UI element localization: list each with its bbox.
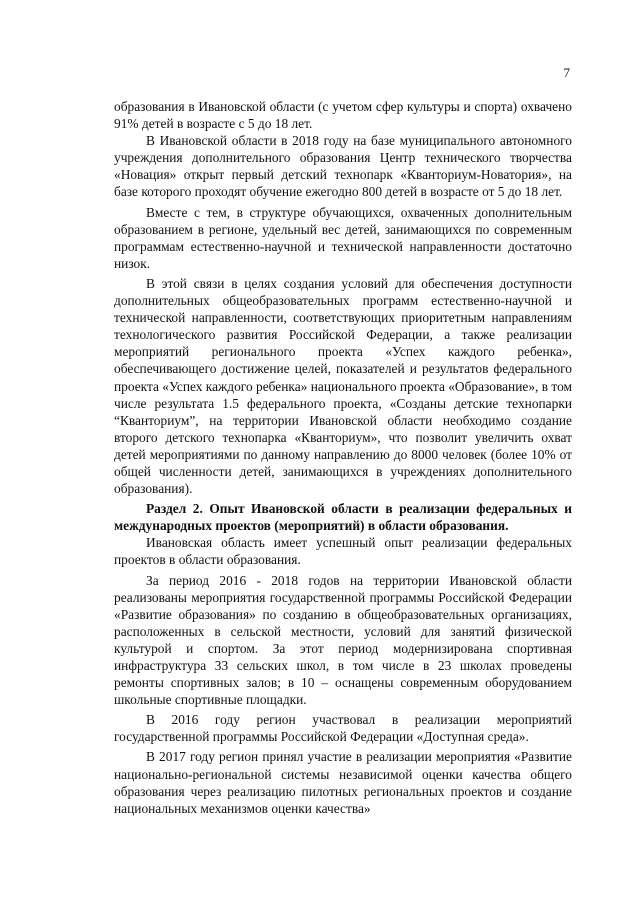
paragraph: В 2016 году регион участвовал в реализации мероприятий государственной программы Российской Федерации «Доступная среда». — [114, 712, 572, 745]
paragraph: За период 2016 - 2018 годов на территории Ивановской области реализованы мероприятия государственной программы Российской Федерации «Развитие образования» по созданию в общеобразовательных организациях, расположенных в сельской местности, условий для занятий физической культурой и спортом. За этот период модернизирована спортивная инфраструктура 33 сельских школ, в том числе в 23 школах проведены ремонты спортивных залов; в 10 – оснащены современным оборудованием школьные спортивные площадки. — [114, 572, 572, 708]
document-body — [114, 98, 572, 817]
paragraph: Ивановская область имеет успешный опыт реализации федеральных проектов в области образования. — [114, 535, 572, 568]
section-heading: Раздел 2. Опыт Ивановской области в реализации федеральных и международных проектов (мероприятий) в области образования. — [114, 501, 572, 534]
paragraph: В этой связи в целях создания условий для обеспечения доступности дополнительных общеобразовательных программ естественно-научной и технической направленности, соответствующих приоритетным направлениям технологического развития Российской Федерации, а также реализации мероприятий регионального проекта «Успех каждого ребенка», обеспечивающего достижение целей, показателей и результатов федерального проекта «Успех каждого ребенка» национального проекта «Образование», в том числе результата 1.5 федерального проекта, «Созданы детские технопарки “Кванториум”, на территории Ивановской области необходимо создание второго детского технопарка «Кванториум», что позволит увеличить охват детей мероприятиями по данному направлению до 8000 человек (более 10% от общей численности детей, занимающихся в учреждениях дополнительного образования). — [114, 275, 572, 497]
paragraph: В Ивановской области в 2018 году на базе муниципального автономного учреждения дополнительного образования Центр технического творчества «Новация» открыт первый детский технопарк «Кванториум-Новатория», на базе которого проходят обучение ежегодно 800 детей в возрасте от 5 до 18 лет. — [114, 133, 572, 200]
paragraph: Вместе с тем, в структуре обучающихся, охваченных дополнительным образованием в регионе, удельный вес детей, занимающихся по современным программам естественно-научной и технической направленности достаточно низок. — [114, 204, 572, 271]
paragraph: В 2017 году регион принял участие в реализации мероприятия «Развитие национально-региональной системы независимой оценки качества общего образования через реализацию пилотных региональных проектов и создание национальных механизмов оценки качества» — [114, 749, 572, 816]
paragraph: образования в Ивановской области (с учетом сфер культуры и спорта) охвачено 91% детей в возрасте с 5 до 18 лет. — [114, 99, 572, 132]
page-number: 7 — [563, 65, 570, 80]
